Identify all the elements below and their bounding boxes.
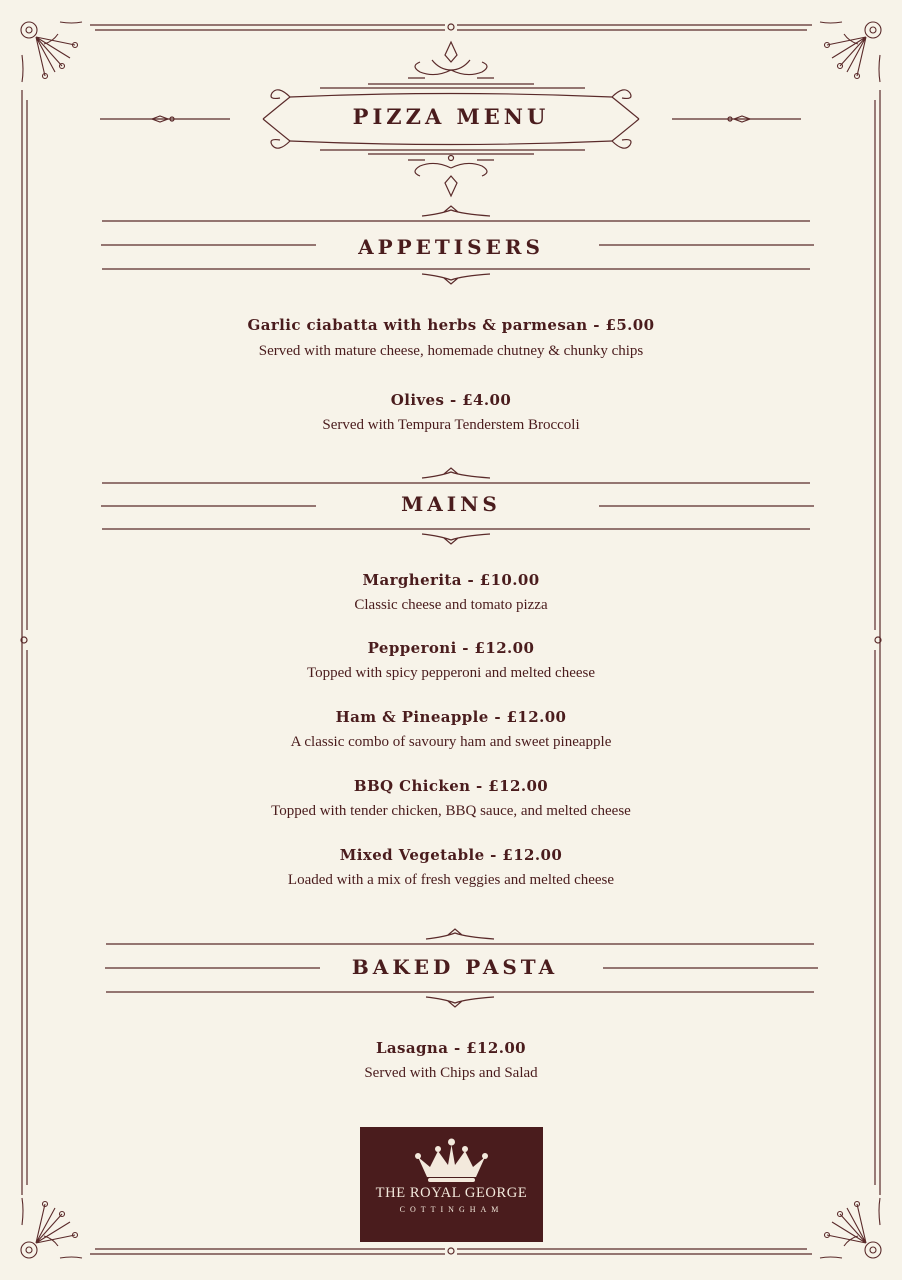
menu-item-description: Served with Chips and Salad (364, 1065, 538, 1081)
menu-item-name: Margherita - £10.00 (362, 571, 540, 589)
menu-item-name: Garlic ciabatta with herbs & parmesan - £5.00 (247, 316, 655, 334)
menu-item-name: Olives - £4.00 (390, 391, 512, 409)
menu-item-description: Classic cheese and tomato pizza (354, 597, 548, 613)
section-title-baked-pasta: BAKED PASTA (351, 955, 559, 979)
menu-item-description: Topped with tender chicken, BBQ sauce, and melted cheese (271, 803, 631, 819)
crown-icon (360, 1127, 543, 1187)
section-title-appetisers: APPETISERS (358, 235, 544, 259)
page-title: PIZZA MENU (352, 104, 550, 129)
menu-item-description: Served with Tempura Tenderstem Broccoli (322, 417, 580, 433)
logo-location: COTTINGHAM (399, 1205, 504, 1214)
menu-item-name: Mixed Vegetable - £12.00 (339, 846, 563, 864)
menu-item-name: Pepperoni - £12.00 (367, 639, 535, 657)
menu-item-description: A classic combo of savoury ham and sweet pineapple (290, 734, 612, 750)
menu-item-name: Lasagna - £12.00 (375, 1039, 527, 1057)
section-title-mains: MAINS (401, 492, 501, 516)
restaurant-logo (360, 1127, 543, 1242)
menu-item-name: BBQ Chicken - £12.00 (353, 777, 549, 795)
menu-item-description: Loaded with a mix of fresh veggies and melted cheese (287, 872, 615, 888)
menu-item-description: Topped with spicy pepperoni and melted cheese (306, 665, 596, 681)
menu-item-name: Ham & Pineapple - £12.00 (335, 708, 567, 726)
logo-name: THE ROYAL GEORGE (375, 1185, 528, 1201)
menu-item-description: Served with mature cheese, homemade chutney & chunky chips (258, 343, 644, 359)
